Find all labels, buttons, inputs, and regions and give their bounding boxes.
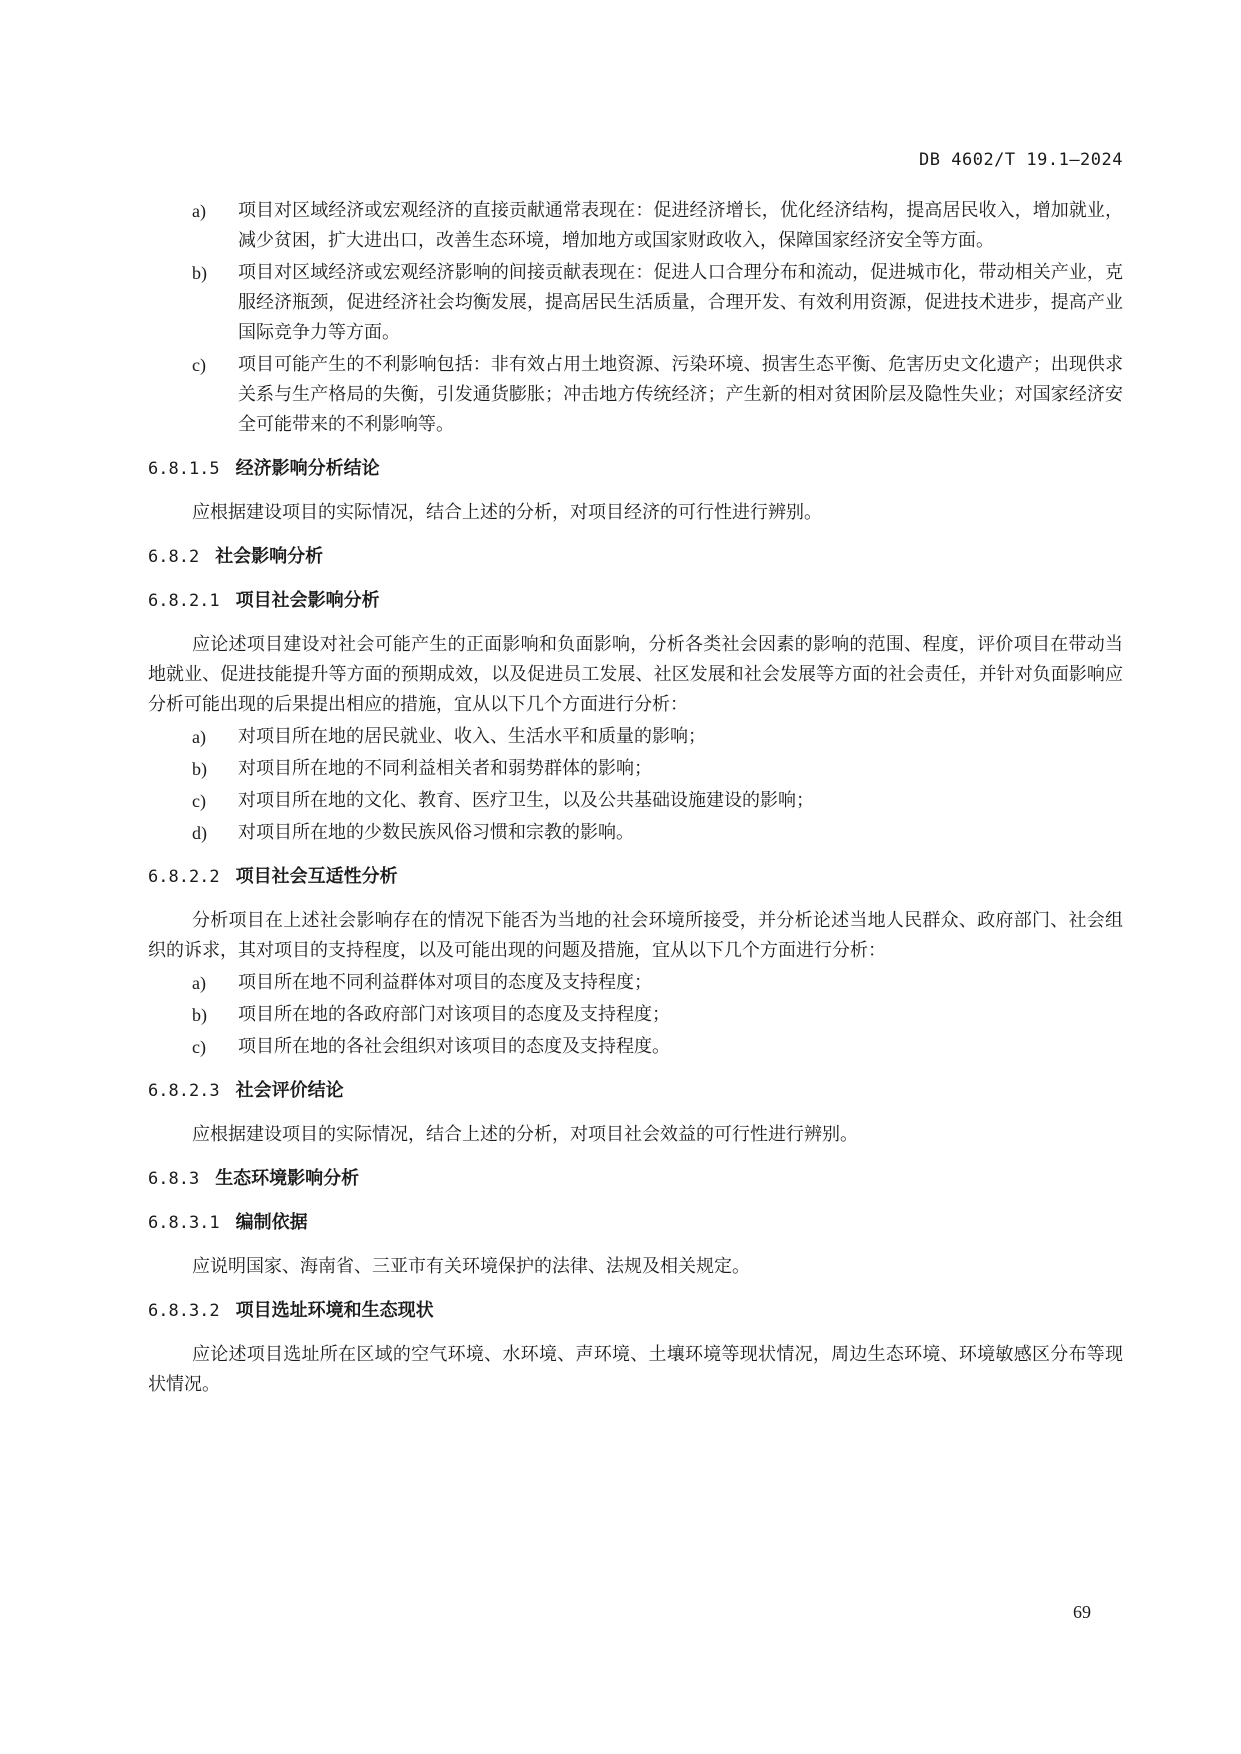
section-title: 生态环境影响分析 (215, 1168, 360, 1189)
list-text: 项目所在地不同利益群体对项目的态度及支持程度； (238, 972, 652, 993)
list-text: 对项目所在地的居民就业、收入、生活水平和质量的影响； (238, 726, 706, 747)
list-label: a) (192, 201, 206, 221)
section-number: 6.8.3 (148, 1169, 200, 1189)
section-title: 项目选址环境和生态现状 (235, 1300, 434, 1321)
section-number: 6.8.2.2 (148, 867, 220, 887)
list-text: 项目可能产生的不利影响包括：非有效占用土地资源、污染环境、损害生态平衡、危害历史文化遗产；出现供求关系与生产格局的失衡，引发通货膨胀；冲击地方传统经济；产生新的相对贫困阶层及隐性失业；对国家经济安全可能带来的不利影响等。 (238, 354, 1123, 435)
section-number: 6.8.1.5 (148, 459, 220, 479)
section-heading-6-8-1-5 (148, 454, 1123, 484)
section-heading-6-8-2-3 (148, 1076, 1123, 1106)
section-heading-6-8-3-2 (148, 1296, 1123, 1326)
list-item (148, 196, 1123, 256)
list-label: b) (192, 1005, 207, 1025)
section-number: 6.8.2 (148, 547, 200, 567)
list-item (148, 258, 1123, 348)
list-label: c) (192, 1037, 206, 1057)
list-item (148, 722, 1123, 752)
list-item (148, 350, 1123, 440)
list-label: c) (192, 355, 206, 375)
section-number: 6.8.3.2 (148, 1301, 220, 1321)
list-text: 对项目所在地的不同利益相关者和弱势群体的影响； (238, 758, 652, 779)
list-text: 项目所在地的各社会组织对该项目的态度及支持程度。 (238, 1036, 670, 1057)
paragraph: 应说明国家、海南省、三亚市有关环境保护的法律、法规及相关规定。 (192, 1256, 750, 1277)
section-title: 经济影响分析结论 (235, 458, 380, 479)
list-label: d) (192, 823, 207, 843)
paragraph: 应根据建设项目的实际情况，结合上述的分析，对项目社会效益的可行性进行辨别。 (192, 1124, 858, 1145)
list-item (148, 1032, 1123, 1062)
section-heading-6-8-3-1 (148, 1208, 1123, 1238)
list-text: 对项目所在地的文化、教育、医疗卫生，以及公共基础设施建设的影响； (238, 790, 814, 811)
paragraph: 应论述项目选址所在区域的空气环境、水环境、声环境、土壤环境等现状情况，周边生态环境、环境敏感区分布等现状情况。 (148, 1344, 1123, 1395)
list-item (148, 818, 1123, 848)
list-item (148, 968, 1123, 998)
list-label: c) (192, 791, 206, 811)
list-label: b) (192, 759, 207, 779)
document-id-header: DB 4602/T 19.1—2024 (919, 150, 1123, 170)
section-heading-6-8-2-2 (148, 862, 1123, 892)
list-text: 项目所在地的各政府部门对该项目的态度及支持程度； (238, 1004, 670, 1025)
section-heading-6-8-2-1 (148, 586, 1123, 616)
list-item (148, 754, 1123, 784)
document-body (148, 196, 1123, 1402)
paragraph: 应根据建设项目的实际情况，结合上述的分析，对项目经济的可行性进行辨别。 (192, 502, 822, 523)
paragraph: 分析项目在上述社会影响存在的情况下能否为当地的社会环境所接受，并分析论述当地人民群众、政府部门、社会组织的诉求，其对项目的支持程度，以及可能出现的问题及措施，宜从以下几个方面进行分析： (148, 910, 1123, 961)
section-title: 社会影响分析 (215, 546, 324, 567)
section-number: 6.8.2.1 (148, 591, 220, 611)
section-heading-6-8-2 (148, 542, 1123, 572)
list-label: b) (192, 263, 207, 283)
section-title: 项目社会互适性分析 (235, 866, 398, 887)
list-label: a) (192, 973, 206, 993)
section-heading-6-8-3 (148, 1164, 1123, 1194)
section-number: 6.8.3.1 (148, 1213, 220, 1233)
list-item (148, 1000, 1123, 1030)
section-title: 编制依据 (235, 1212, 308, 1233)
section-title: 项目社会影响分析 (235, 590, 380, 611)
page-number: 69 (1073, 1602, 1091, 1622)
paragraph: 应论述项目建设对社会可能产生的正面影响和负面影响，分析各类社会因素的影响的范围、程度，评价项目在带动当地就业、促进技能提升等方面的预期成效，以及促进员工发展、社区发展和社会发展等方面的社会责任，并针对负面影响应分析可能出现的后果提出相应的措施，宜从以下几个方面进行分析： (148, 634, 1123, 715)
list-text: 项目对区域经济或宏观经济的直接贡献通常表现在：促进经济增长，优化经济结构，提高居民收入，增加就业，减少贫困，扩大进出口，改善生态环境，增加地方或国家财政收入，保障国家经济安全等方面。 (238, 200, 1123, 251)
list-text: 项目对区域经济或宏观经济影响的间接贡献表现在：促进人口合理分布和流动，促进城市化，带动相关产业，克服经济瓶颈，促进经济社会均衡发展，提高居民生活质量，合理开发、有效利用资源，促进技术进步，提高产业国际竞争力等方面。 (238, 262, 1123, 343)
section-title: 社会评价结论 (235, 1080, 344, 1101)
list-item (148, 786, 1123, 816)
section-number: 6.8.2.3 (148, 1081, 220, 1101)
list-text: 对项目所在地的少数民族风俗习惯和宗教的影响。 (238, 822, 634, 843)
list-label: a) (192, 727, 206, 747)
